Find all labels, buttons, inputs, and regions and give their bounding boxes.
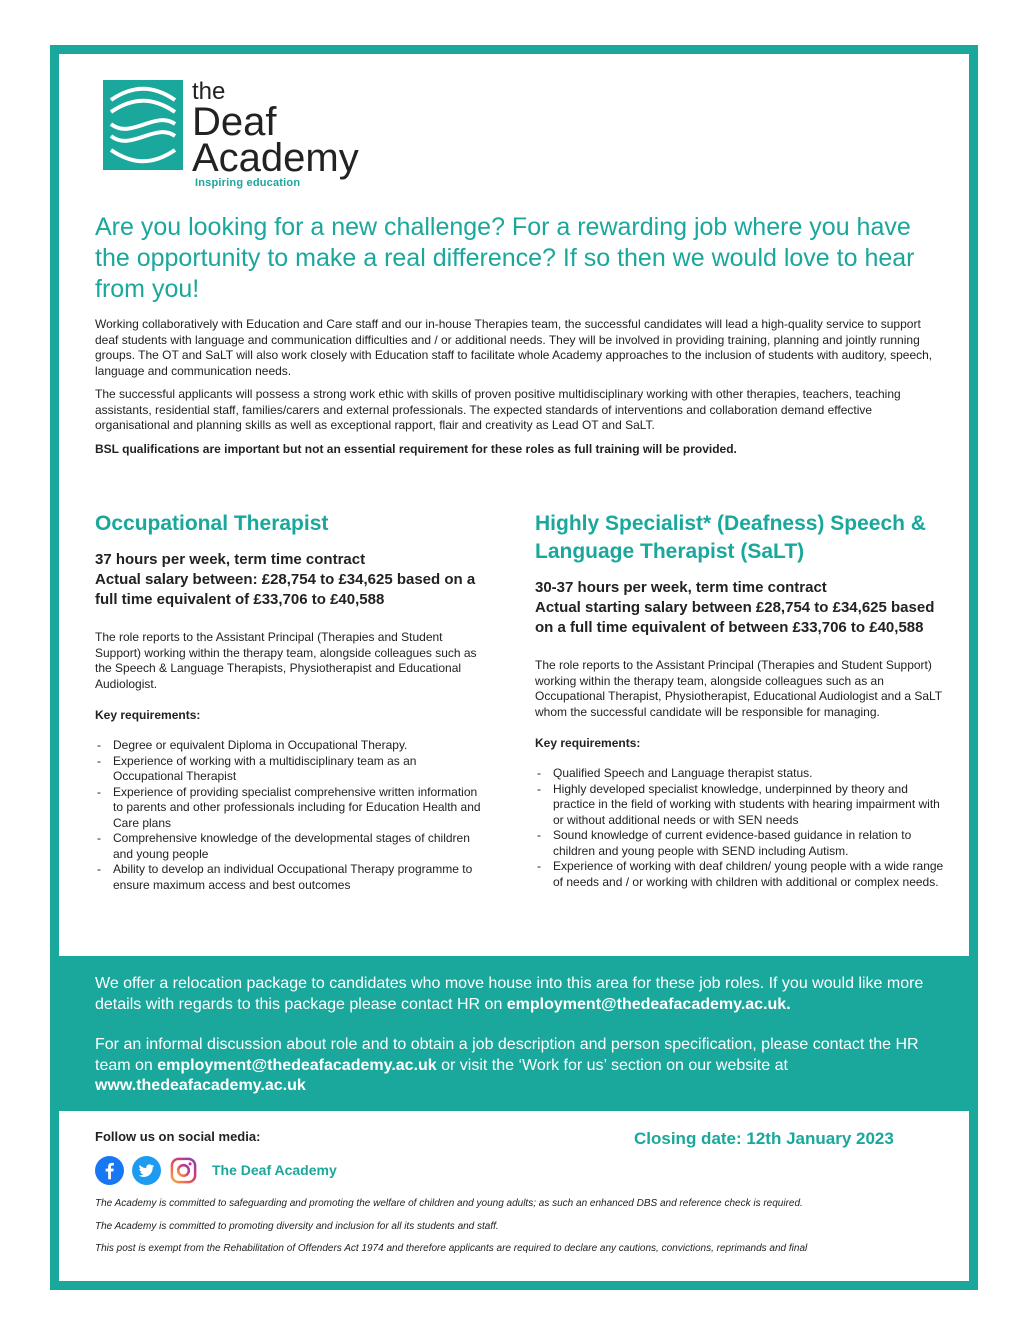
role-description: The role reports to the Assistant Principal (Therapies and Student Support) working within the therapy team, alongside colleagues such as an Occupational Therapist, Physiotherapist, Educational Audiologist and a SaLT whom the successful candidate will be responsible for managing.: [535, 658, 942, 719]
list-item: - Ability to develop an individual Occupational Therapy programme to ensure maximum access and best outcomes: [95, 862, 485, 893]
logo-the: the: [192, 78, 226, 105]
social-links: [95, 1154, 337, 1186]
role-description: The role reports to the Assistant Principal (Therapies and Student Support) working within the therapy team, alongside colleagues such as the Speech & Language Therapists, Physiotherapist and Educational Audiologist.: [95, 630, 477, 691]
social-account-name[interactable]: The Deaf Academy: [212, 1162, 337, 1178]
legal-note: The Academy is committed to promoting diversity and inclusion for all its students and staff.: [95, 1220, 499, 1232]
logo-tagline: Inspiring education: [195, 177, 301, 189]
role-occupational-therapist: [95, 510, 485, 893]
role-title: Occupational Therapist: [95, 512, 329, 535]
requirements-list: [535, 766, 950, 890]
legal-note: This post is exempt from the Rehabilitation of Offenders Act 1974 and therefore applicants are required to declare any cautions, convictions, reprimands and final: [95, 1243, 808, 1254]
role-terms: 37 hours per week, term time contract Actual salary between: £28,754 to £34,625 based on a full time equivalent of £33,706 to £40,588: [95, 551, 476, 608]
role-title: Highly Specialist* (Deafness) Speech & Language Therapist (SaLT): [535, 512, 926, 563]
list-item: - Experience of providing specialist comprehensive written information to parents and other professionals including for Education Health and Care plans: [95, 785, 485, 832]
contact-band: [59, 956, 969, 1111]
list-item: - Experience of working with a multidisciplinary team as an Occupational Therapist: [95, 754, 485, 785]
twitter-icon[interactable]: [132, 1156, 161, 1185]
facebook-icon[interactable]: [95, 1156, 124, 1185]
bsl-note: BSL qualifications are important but not an essential requirement for these roles as full training will be provided.: [95, 441, 737, 456]
closing-date: Closing date: 12th January 2023: [634, 1129, 894, 1148]
headline: Are you looking for a new challenge? For a rewarding job where you have the opportunity to make a real difference? If so then we would love to hear from you!: [95, 213, 915, 303]
list-item: - Sound knowledge of current evidence-based guidance in relation to children and young people with SEND including Autism.: [535, 828, 950, 859]
role-terms: 30-37 hours per week, term time contract Actual starting salary between £28,754 to £34,625 based on a full time equivalent of between £33,706 to £40,588: [535, 579, 935, 636]
list-item: - Comprehensive knowledge of the developmental stages of children and young people: [95, 831, 485, 862]
logo: [103, 80, 373, 192]
instagram-icon[interactable]: [169, 1156, 198, 1185]
relocation-paragraph: We offer a relocation package to candidates who move house into this area for these job roles. If you would like more details with regards to this package please contact HR on employment@thedeafacademy.ac.uk.: [95, 975, 924, 1013]
key-requirements-heading: Key requirements:: [95, 708, 201, 722]
role-speech-language-therapist: [535, 510, 950, 890]
key-requirements-heading: Key requirements:: [535, 736, 641, 750]
website-link[interactable]: www.thedeafacademy.ac.uk: [95, 1077, 306, 1094]
logo-deaf: Deaf: [192, 100, 277, 144]
logo-mark-icon: [103, 80, 183, 170]
legal-note: The Academy is committed to safeguarding and promoting the welfare of children and young adults; as such an enhanced DBS and reference check is required.: [95, 1198, 803, 1209]
list-item: - Qualified Speech and Language therapist status.: [535, 766, 950, 782]
list-item: - Experience of working with deaf children/ young people with a wide range of needs and / or working with children with additional or complex needs.: [535, 859, 950, 890]
social-heading: Follow us on social media:: [95, 1129, 261, 1144]
list-item: - Highly developed specialist knowledge, underpinned by theory and practice in the field of working with students with hearing impairment with or without additional needs or with SEN needs: [535, 782, 950, 829]
contact-paragraph: For an informal discussion about role and to obtain a job description and person specification, please contact the HR team on employment@thedeafacademy.ac.uk or visit the ‘Work for us’ section on our website at www.thedeafacademy.ac.uk: [95, 1036, 919, 1094]
legal-notes: [95, 1197, 935, 1265]
intro: [95, 317, 935, 465]
hr-email-link[interactable]: employment@thedeafacademy.ac.uk.: [506, 995, 791, 1013]
intro-paragraph-1: Working collaboratively with Education and Care staff and our in-house Therapies team, the successful candidates will lead a high-quality service to support deaf students with language and communication difficulties and / or additional needs. They will be involved in providing training, planning and jointly running groups. The OT and SaLT will also work closely with Education staff to facilitate whole Academy approaches to the inclusion of students with auditory, speech, language and communication needs.: [95, 317, 933, 378]
requirements-list: [95, 738, 485, 893]
list-item: - Degree or equivalent Diploma in Occupational Therapy.: [95, 738, 485, 754]
intro-paragraph-2: The successful applicants will possess a strong work ethic with skills of proven positive multidisciplinary working with other therapies, teachers, teaching assistants, residential staff, families/carers and external professionals. The expected standards of interventions and collaboration demand effective organisational and planning skills as well as exceptional rapport, flair and creativity as Lead OT and SaLT.: [95, 387, 901, 432]
logo-academy: Academy: [192, 136, 359, 180]
hr-email-link[interactable]: employment@thedeafacademy.ac.uk: [157, 1056, 437, 1074]
